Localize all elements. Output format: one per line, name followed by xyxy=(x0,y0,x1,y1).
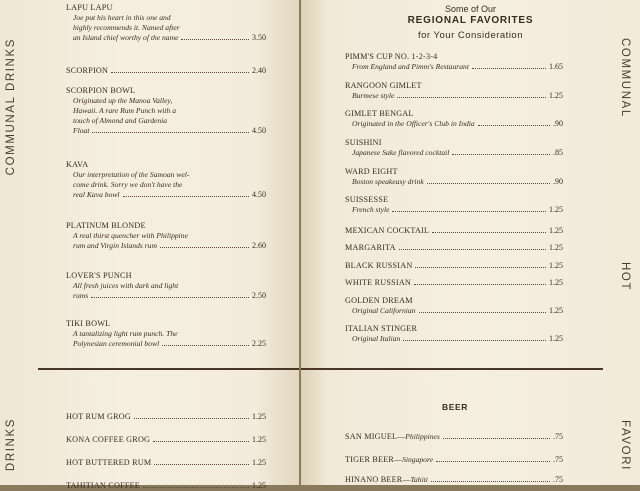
item-description: From England and Pimm's Restaurant xyxy=(352,62,469,71)
item-price: 4.50 xyxy=(252,126,266,135)
item-name: HOT RUM GROG xyxy=(66,412,132,421)
item-description: highly recommends it. Named after xyxy=(73,23,180,32)
item-price-line xyxy=(345,243,563,253)
item-name: GOLDEN DREAM xyxy=(345,296,413,305)
item-price: 1.65 xyxy=(549,62,563,71)
item-price: .90 xyxy=(553,177,563,186)
dot-leader xyxy=(392,210,546,212)
item-name: KONA COFFEE GROG xyxy=(66,435,151,444)
item-name: SCORPION xyxy=(66,66,109,75)
item-price-line xyxy=(66,126,266,136)
menu-item xyxy=(66,481,266,491)
item-name: LOVER'S PUNCH xyxy=(66,271,132,280)
item-name: PIMM'S CUP NO. 1-2-3-4 xyxy=(345,52,438,61)
item-price-line xyxy=(345,62,563,72)
item-description: French style xyxy=(352,205,390,214)
item-description: touch of Almond and Gardenia xyxy=(73,116,168,125)
dot-leader xyxy=(414,283,546,285)
item-description: Hawaii. A rare Rum Punch with a xyxy=(73,106,177,115)
dot-leader xyxy=(443,437,550,439)
section-label-hot-drinks: DRINKS xyxy=(5,418,17,472)
item-price: .75 xyxy=(553,455,563,464)
item-price: .85 xyxy=(553,148,563,157)
page-title: REGIONAL FAVORITES xyxy=(407,15,534,26)
item-price: 1.25 xyxy=(549,334,563,343)
dot-leader xyxy=(436,460,550,462)
dot-leader xyxy=(143,486,249,488)
item-price-line xyxy=(66,33,266,43)
menu-item xyxy=(66,160,266,200)
dot-leader xyxy=(415,266,546,268)
item-price-line xyxy=(66,458,266,468)
item-price: 1.25 xyxy=(252,481,266,490)
item-price-line xyxy=(345,455,563,465)
item-price-line xyxy=(345,306,563,316)
menu-item xyxy=(345,261,563,271)
menu-item xyxy=(345,226,563,236)
item-price: 2.50 xyxy=(252,291,266,300)
menu-item xyxy=(66,271,266,301)
item-price-line xyxy=(345,91,563,101)
dot-leader xyxy=(92,131,249,133)
item-price: 1.25 xyxy=(549,91,563,100)
dot-leader xyxy=(419,311,546,313)
item-name: TAHITIAN COFFEE xyxy=(66,481,140,490)
item-name: TIKI BOWL xyxy=(66,319,111,328)
item-price: 1.25 xyxy=(252,412,266,421)
side-label-hot: HOT xyxy=(619,262,631,292)
item-origin: Tahiti xyxy=(410,475,428,484)
item-description: Joe put his heart in this one and xyxy=(73,13,171,22)
item-name: KAVA xyxy=(66,160,89,169)
item-description: A real thirst quencher with Philippine xyxy=(73,231,188,240)
item-origin: Singapore xyxy=(402,455,434,464)
item-name: BLACK RUSSIAN xyxy=(345,261,413,270)
menu-item xyxy=(66,458,266,468)
dot-leader xyxy=(160,246,249,248)
item-description: Original Italian xyxy=(352,334,401,343)
item-price: 1.25 xyxy=(549,243,563,252)
item-name: HOT BUTTERED RUM xyxy=(66,458,152,467)
item-name: TIGER BEER xyxy=(345,455,395,464)
section-divider xyxy=(38,368,299,370)
menu-item xyxy=(345,278,563,288)
item-price-line xyxy=(345,334,563,344)
item-price: .90 xyxy=(553,119,563,128)
dot-leader xyxy=(397,96,546,98)
item-price: 2.60 xyxy=(252,241,266,250)
item-price-line xyxy=(66,481,266,491)
dot-leader xyxy=(123,195,249,197)
item-dash: — xyxy=(394,455,403,464)
header-line-3: for Your Consideration xyxy=(417,30,523,41)
item-price: 1.25 xyxy=(549,306,563,315)
item-name: SAN MIGUEL xyxy=(345,432,398,441)
header-line-1: Some of Our xyxy=(444,4,497,14)
menu-item xyxy=(345,432,563,442)
item-price: .75 xyxy=(553,475,563,484)
menu-item xyxy=(345,296,563,316)
item-name: LAPU LAPU xyxy=(66,3,113,12)
item-price: 2.40 xyxy=(252,66,266,75)
item-price-line xyxy=(345,261,563,271)
item-description: Float xyxy=(73,126,90,135)
item-price-line xyxy=(66,412,266,422)
item-description: come drink. Sorry we don't have the xyxy=(73,180,183,189)
menu-item xyxy=(66,319,266,349)
item-price-line xyxy=(66,435,266,445)
item-description: Originated in the Officer's Club in India xyxy=(352,119,475,128)
item-price-line xyxy=(345,148,563,158)
beer-header: BEER xyxy=(441,402,469,412)
right-menu-page xyxy=(301,0,640,485)
item-name: SUISSESSE xyxy=(345,195,389,204)
item-price-line xyxy=(66,190,266,200)
item-price: 1.25 xyxy=(549,205,563,214)
menu-item xyxy=(345,195,563,215)
item-price-line xyxy=(345,475,563,485)
item-description: Originated up the Manoa Valley, xyxy=(73,96,173,105)
menu-item xyxy=(66,66,266,76)
item-description: Our interpretation of the Samoan wel- xyxy=(73,170,190,179)
item-name: MARGARITA xyxy=(345,243,396,252)
menu-item xyxy=(345,81,563,101)
dot-leader xyxy=(431,480,550,482)
item-price-line xyxy=(345,177,563,187)
item-name: SUISHINI xyxy=(345,138,382,147)
dot-leader xyxy=(181,38,249,40)
item-description: Boston speakeasy drink xyxy=(352,177,424,186)
item-price: 4.50 xyxy=(252,190,266,199)
item-price-line xyxy=(345,205,563,215)
item-price-line xyxy=(66,339,266,349)
item-price-line xyxy=(345,278,563,288)
item-description: A tantalizing light rum punch. The xyxy=(73,329,178,338)
item-name: MEXICAN COCKTAIL xyxy=(345,226,430,235)
dot-leader xyxy=(403,339,546,341)
menu-item xyxy=(66,412,266,422)
item-description: Polynesian ceremonial bowl xyxy=(73,339,160,348)
item-price: 1.25 xyxy=(549,226,563,235)
item-price-line xyxy=(345,119,563,129)
dot-leader xyxy=(432,231,546,233)
section-divider-right xyxy=(301,368,603,370)
dot-leader xyxy=(153,440,249,442)
item-description: real Kava bowl xyxy=(73,190,120,199)
item-name: PLATINUM BLONDE xyxy=(66,221,146,230)
dot-leader xyxy=(162,344,249,346)
item-description: Japanese Sake flavored cocktail xyxy=(352,148,450,157)
item-description: rums xyxy=(73,291,89,300)
item-price-line xyxy=(66,241,266,251)
menu-item xyxy=(66,435,266,445)
menu-item xyxy=(345,52,563,72)
item-price: 1.25 xyxy=(549,278,563,287)
menu-item xyxy=(66,3,266,43)
item-description: Burmese style xyxy=(352,91,395,100)
dot-leader xyxy=(399,248,546,250)
menu-item xyxy=(66,86,266,136)
side-label-favorites: FAVORI xyxy=(619,420,631,471)
dot-leader xyxy=(111,71,249,73)
item-price-line xyxy=(66,66,266,76)
side-label-communal: COMMUNAL xyxy=(619,38,631,118)
section-label-communal-drinks: COMMUNAL DRINKS xyxy=(5,38,17,176)
item-price: .75 xyxy=(553,432,563,441)
item-description: Original Californian xyxy=(352,306,416,315)
dot-leader xyxy=(154,463,249,465)
item-name: WARD EIGHT xyxy=(345,167,398,176)
left-menu-page xyxy=(0,0,299,490)
item-dash: — xyxy=(397,432,406,441)
item-description: All fresh juices with dark and light xyxy=(73,281,179,290)
item-price-line xyxy=(345,432,563,442)
menu-item xyxy=(345,109,563,129)
dot-leader xyxy=(91,296,249,298)
item-name: HINANO BEER xyxy=(345,475,403,484)
menu-item xyxy=(66,221,266,251)
item-name: SCORPION BOWL xyxy=(66,86,136,95)
item-dash: — xyxy=(402,475,411,484)
item-price: 2.25 xyxy=(252,339,266,348)
menu-item xyxy=(345,455,563,465)
dot-leader xyxy=(427,182,550,184)
dot-leader xyxy=(472,67,546,69)
dot-leader xyxy=(134,417,249,419)
item-name: WHITE RUSSIAN xyxy=(345,278,412,287)
item-price: 1.25 xyxy=(252,435,266,444)
menu-item xyxy=(345,475,563,485)
item-price-line xyxy=(66,291,266,301)
item-price: 1.25 xyxy=(549,261,563,270)
item-description: an Island chief worthy of the name xyxy=(73,33,179,42)
menu-item xyxy=(345,138,563,158)
menu-item xyxy=(345,167,563,187)
item-price-line xyxy=(345,226,563,236)
item-description: rum and Virgin Islands rum xyxy=(73,241,157,250)
item-price: 1.25 xyxy=(252,458,266,467)
item-origin: Philippines xyxy=(405,432,440,441)
item-name: RANGOON GIMLET xyxy=(345,81,422,90)
dot-leader xyxy=(478,124,550,126)
item-name: ITALIAN STINGER xyxy=(345,324,418,333)
item-price: 3.50 xyxy=(252,33,266,42)
item-name: GIMLET BENGAL xyxy=(345,109,414,118)
menu-item xyxy=(345,243,563,253)
dot-leader xyxy=(452,153,550,155)
menu-item xyxy=(345,324,563,344)
